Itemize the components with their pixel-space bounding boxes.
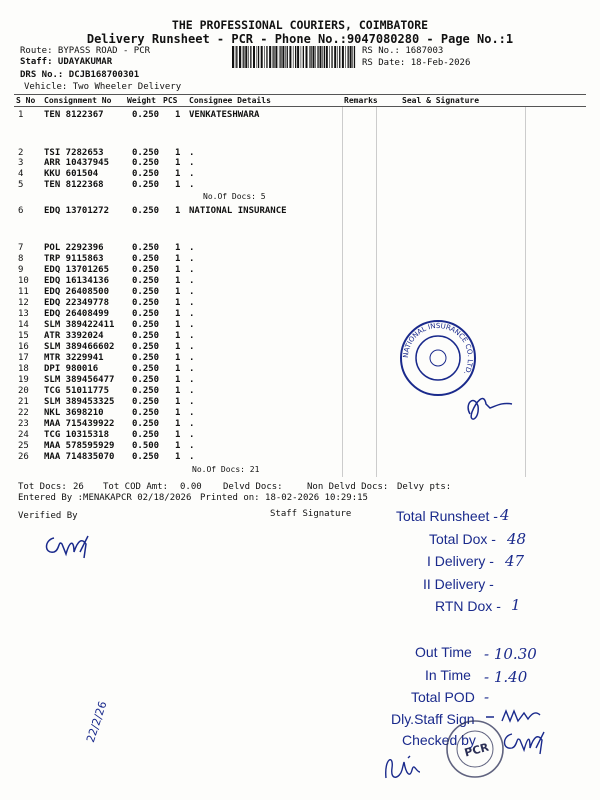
row-sno: 12 [18, 298, 29, 308]
row-sno: 9 [18, 265, 24, 275]
consignment-number: TRP 9115863 [44, 254, 104, 264]
consignee: . [189, 364, 195, 374]
staff-signature-label: Staff Signature [270, 509, 352, 519]
table-row [0, 206, 600, 217]
consignee: . [189, 430, 195, 440]
barcode-icon [232, 46, 357, 68]
pieces: 1 [175, 243, 181, 253]
consignment-number: TEN 8122367 [44, 110, 104, 120]
table-row [0, 254, 600, 265]
consignee: . [189, 441, 195, 451]
table-row [0, 298, 600, 309]
consignee: . [189, 148, 195, 158]
signature-scribble [462, 384, 522, 429]
row-sno: 6 [18, 206, 24, 216]
drs-value: DCJB168700301 [68, 70, 140, 80]
weight: 0.250 [132, 276, 160, 286]
consignment-number: EDQ 26408500 [44, 287, 110, 297]
pieces: 1 [175, 408, 181, 418]
consignment-number: TSI 7282653 [44, 148, 104, 158]
consignee: . [189, 375, 195, 385]
pieces: 1 [175, 287, 181, 297]
row-sno: 7 [18, 243, 24, 253]
in-time-value: - 1.40 [484, 668, 528, 686]
weight: 0.250 [132, 331, 160, 341]
total-runsheet-label: Total Runsheet - [396, 508, 498, 524]
tot-cod-label: Tot COD Amt: [103, 482, 169, 492]
divider [14, 106, 586, 107]
table-row [0, 243, 600, 254]
weight: 0.250 [132, 309, 160, 319]
consignment-number: POL 2292396 [44, 243, 104, 253]
weight: 0.250 [132, 397, 160, 407]
row-sno: 14 [18, 320, 29, 330]
row-sno: 1 [18, 110, 24, 120]
stamp-text: NATIONAL INSURANCE CO. LTD. [401, 321, 475, 377]
consignment-number: TEN 8122368 [44, 180, 104, 190]
pcr-stamp [444, 718, 506, 780]
divider [14, 94, 586, 95]
group-total: No.Of Docs: 21 [192, 465, 260, 474]
table-row [0, 364, 600, 375]
entered-by: Entered By :MENAKAPCR 02/18/2026 [18, 493, 192, 503]
company-name: THE PROFESSIONAL COURIERS, COIMBATORE [171, 18, 429, 32]
weight: 0.250 [132, 254, 160, 264]
weight: 0.250 [132, 148, 160, 158]
pieces: 1 [175, 342, 181, 352]
pieces: 1 [175, 265, 181, 275]
col-consignee: Consignee Details [189, 96, 271, 105]
consignee: . [189, 243, 195, 253]
pieces: 1 [175, 430, 181, 440]
consignee: . [189, 386, 195, 396]
pieces: 1 [175, 110, 181, 120]
row-sno: 20 [18, 386, 29, 396]
consignment-number: EDQ 13701272 [44, 206, 110, 216]
col-consignment: Consignment No [44, 96, 112, 105]
consignment-number: ARR 10437945 [44, 158, 110, 168]
pieces: 1 [175, 364, 181, 374]
pieces: 1 [175, 180, 181, 190]
consignment-number: MAA 715439922 [44, 419, 115, 429]
rtn-dox-value: 1 [511, 596, 521, 614]
weight: 0.250 [132, 375, 160, 385]
consignee: . [189, 265, 195, 275]
weight: 0.250 [132, 364, 160, 374]
consignment-number: KKU 601504 [44, 169, 99, 179]
printed-on: Printed on: 18-02-2026 10:29:15 [200, 493, 368, 503]
non-delvd-docs: Non Delvd Docs: [307, 482, 389, 492]
consignee: . [189, 276, 195, 286]
pcr-stamp-text: PCR [463, 740, 491, 760]
out-time-label: Out Time [415, 644, 472, 660]
verifier-signature [40, 530, 100, 560]
pieces: 1 [175, 276, 181, 286]
weight: 0.250 [132, 342, 160, 352]
i-delivery-label: I Delivery - [427, 553, 494, 569]
route: Route: BYPASS ROAD - PCR [20, 46, 151, 56]
pieces: 1 [175, 148, 181, 158]
ii-delivery-label: II Delivery - [423, 576, 494, 592]
weight: 0.250 [132, 287, 160, 297]
consignee: . [189, 287, 195, 297]
pieces: 1 [175, 298, 181, 308]
consignee: . [189, 180, 195, 190]
table-row [0, 331, 600, 342]
row-sno: 22 [18, 408, 29, 418]
table-row [0, 169, 600, 180]
tot-docs: 26 [73, 482, 84, 492]
row-sno: 3 [18, 158, 24, 168]
consignee: NATIONAL INSURANCE [189, 206, 287, 216]
weight: 0.250 [132, 430, 160, 440]
pieces: 1 [175, 331, 181, 341]
pieces: 1 [175, 353, 181, 363]
weight: 0.250 [132, 386, 160, 396]
col-pcs: PCS [163, 96, 178, 105]
rs-date: RS Date: 18-Feb-2026 [362, 58, 471, 68]
weight: 0.250 [132, 169, 160, 179]
weight: 0.250 [132, 452, 160, 462]
consignment-number: DPI 980016 [44, 364, 99, 374]
row-sno: 5 [18, 180, 24, 190]
consignee: VENKATESHWARA [189, 110, 260, 120]
totals-line [0, 482, 600, 493]
consignment-number: TCG 10315318 [44, 430, 110, 440]
consignment-number: SLM 389453325 [44, 397, 115, 407]
pieces: 1 [175, 419, 181, 429]
row-sno: 23 [18, 419, 29, 429]
consignee: . [189, 158, 195, 168]
pieces: 1 [175, 254, 181, 264]
tot-cod: 0.00 [180, 482, 202, 492]
col-sno: S No [16, 96, 36, 105]
table-row [0, 309, 600, 320]
consignee: . [189, 397, 195, 407]
table-row [0, 353, 600, 364]
consignment-number: MAA 714835070 [44, 452, 115, 462]
row-sno: 11 [18, 287, 29, 297]
total-runsheet-value: 4 [500, 506, 510, 524]
consignment-number: ATR 3392024 [44, 331, 104, 341]
delvy-pts: Delvy pts: [397, 482, 452, 492]
consignee: . [189, 452, 195, 462]
dly-staff-sign-label: Dly.Staff Sign [391, 711, 475, 727]
consignment-number: MAA 578595929 [44, 441, 115, 451]
weight: 0.500 [132, 441, 160, 451]
pieces: 1 [175, 169, 181, 179]
weight: 0.250 [132, 320, 160, 330]
row-sno: 10 [18, 276, 29, 286]
pieces: 1 [175, 386, 181, 396]
weight: 0.250 [132, 419, 160, 429]
handwritten-date: 22/2/26 [84, 699, 110, 745]
consignment-number: EDQ 26408499 [44, 309, 110, 319]
weight: 0.250 [132, 243, 160, 253]
consignment-number: SLM 389422411 [44, 320, 115, 330]
weight: 0.250 [132, 180, 160, 190]
consignment-number: SLM 389466602 [44, 342, 115, 352]
weight: 0.250 [132, 353, 160, 363]
row-sno: 4 [18, 169, 24, 179]
consignee: . [189, 254, 195, 264]
checker-signature [500, 728, 550, 758]
row-sno: 25 [18, 441, 29, 451]
entry-line [0, 493, 600, 504]
total-dox-label: Total Dox - [429, 531, 496, 547]
col-remarks: Remarks [344, 96, 378, 105]
in-time-label: In Time [425, 667, 471, 683]
table-row [0, 430, 600, 441]
row-sno: 26 [18, 452, 29, 462]
total-pod-value: - [484, 688, 490, 706]
vehicle: Vehicle: Two Wheeler Delivery [24, 82, 182, 92]
consignee: . [189, 169, 195, 179]
pieces: 1 [175, 320, 181, 330]
col-weight: Weight [127, 96, 156, 105]
runsheet-title: Delivery Runsheet - PCR - Phone No.:9047080280 - Page No.:1 [86, 32, 514, 46]
weight: 0.250 [132, 408, 160, 418]
drs-number [20, 70, 139, 80]
row-sno: 2 [18, 148, 24, 158]
table-row [0, 320, 600, 331]
row-sno: 15 [18, 331, 29, 341]
consignment-number: SLM 389456477 [44, 375, 115, 385]
table-row [0, 342, 600, 353]
table-row [0, 180, 600, 191]
row-sno: 19 [18, 375, 29, 385]
consignment-number: EDQ 22349778 [44, 298, 110, 308]
consignee: . [189, 419, 195, 429]
table-row [0, 276, 600, 287]
drs-label: DRS No.: [20, 70, 64, 80]
weight: 0.250 [132, 298, 160, 308]
row-sno: 17 [18, 353, 29, 363]
row-sno: 8 [18, 254, 24, 264]
row-sno: 18 [18, 364, 29, 374]
tot-docs-label: Tot Docs: [18, 482, 67, 492]
staff-handwritten-signature [380, 748, 440, 788]
table-row [0, 452, 600, 463]
weight: 0.250 [132, 110, 160, 120]
delvd-docs: Delvd Docs: [223, 482, 283, 492]
consignee: . [189, 353, 195, 363]
pieces: 1 [175, 452, 181, 462]
pieces: 1 [175, 375, 181, 385]
row-sno: 21 [18, 397, 29, 407]
verified-by-label: Verified By [18, 511, 78, 521]
row-sno: 13 [18, 309, 29, 319]
table-row [0, 441, 600, 452]
consignee: . [189, 309, 195, 319]
checked-by-label: Checked by [402, 732, 476, 748]
table-row [0, 287, 600, 298]
weight: 0.250 [132, 158, 160, 168]
col-seal: Seal & Signature [402, 96, 480, 105]
out-time-value: - 10.30 [484, 645, 537, 663]
consignee: . [189, 331, 195, 341]
i-delivery-value: 47 [505, 552, 525, 570]
weight: 0.250 [132, 206, 160, 216]
group-total: No.Of Docs: 5 [203, 192, 266, 201]
consignee: . [189, 342, 195, 352]
table-row [0, 110, 600, 121]
pieces: 1 [175, 397, 181, 407]
pieces: 1 [175, 309, 181, 319]
pieces: 1 [175, 441, 181, 451]
total-dox-value: 48 [507, 530, 527, 548]
weight: 0.250 [132, 265, 160, 275]
rs-number: RS No.: 1687003 [362, 46, 444, 56]
row-sno: 16 [18, 342, 29, 352]
table-row [0, 158, 600, 169]
consignee: . [189, 320, 195, 330]
pieces: 1 [175, 158, 181, 168]
consignee: . [189, 408, 195, 418]
total-pod-label: Total POD [411, 689, 475, 705]
staff: Staff: UDAYAKUMAR [20, 57, 113, 67]
consignment-number: TCG 51011775 [44, 386, 110, 396]
consignee: . [189, 298, 195, 308]
consignment-number: EDQ 13701265 [44, 265, 110, 275]
table-row [0, 265, 600, 276]
consignment-number: EDQ 16134136 [44, 276, 110, 286]
row-sno: 24 [18, 430, 29, 440]
pieces: 1 [175, 206, 181, 216]
rtn-dox-label: RTN Dox - [435, 598, 501, 614]
consignment-number: MTR 3229941 [44, 353, 104, 363]
consignment-number: NKL 3698210 [44, 408, 104, 418]
